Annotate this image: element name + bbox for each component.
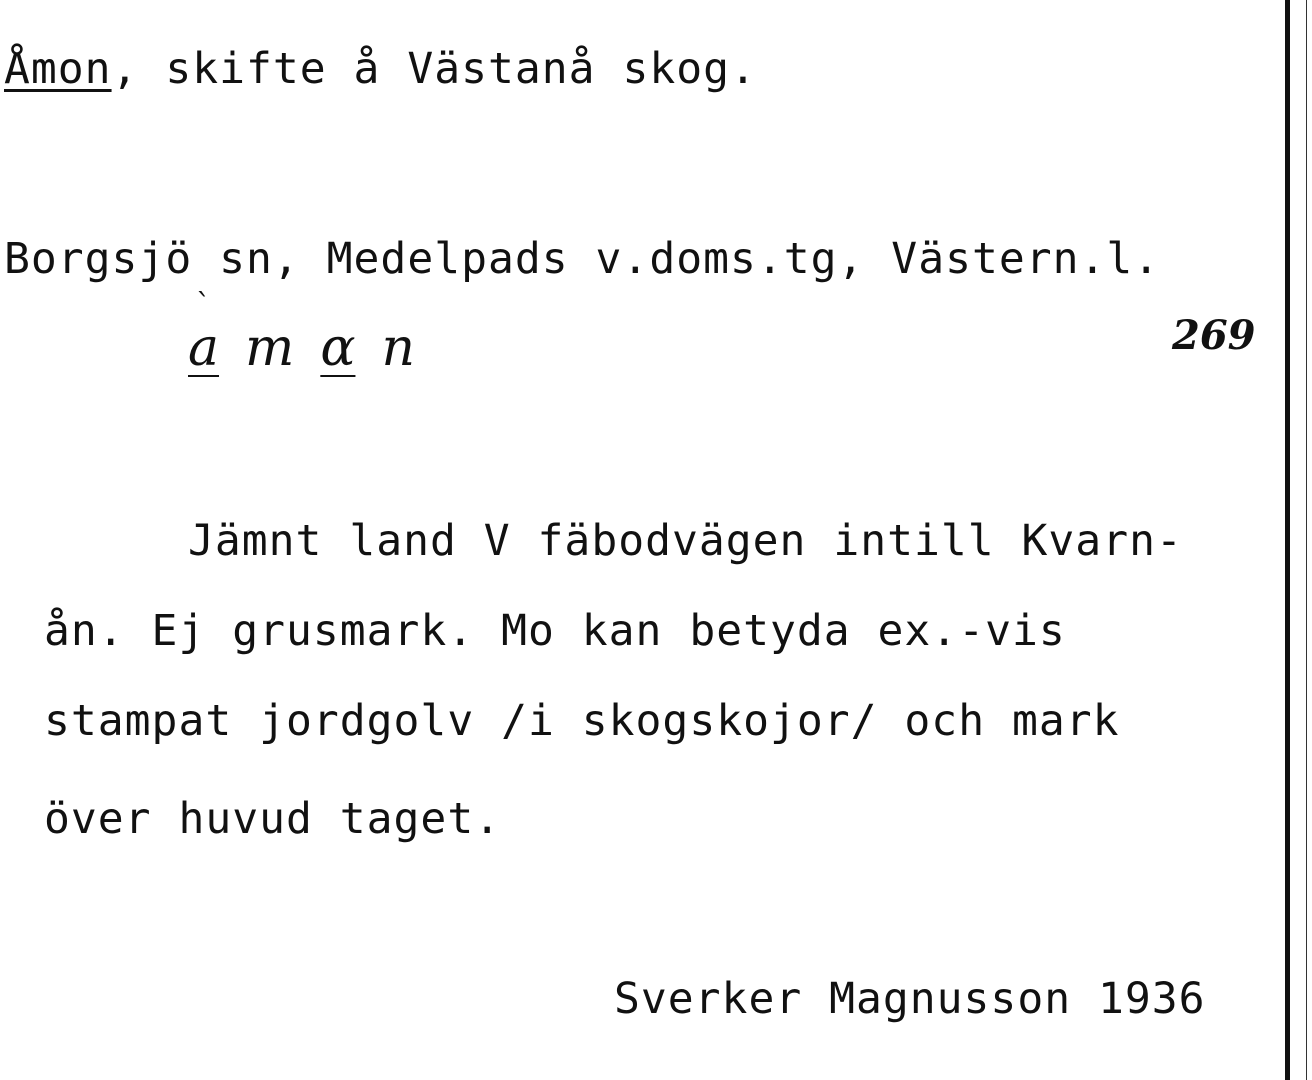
phonetic-transcription (188, 318, 441, 378)
title-rest: , skifte å Västanå skog. (111, 44, 757, 94)
body-line: Jämnt land V fäbodvägen intill Kvarn- (188, 516, 1183, 566)
body-line: över huvud taget. (44, 794, 502, 844)
headword: Åmon (4, 44, 112, 94)
body-line: ån. Ej grusmark. Mo kan betyda ex.-vis (44, 606, 1066, 656)
title-line (4, 44, 757, 94)
phonetic-letter: n (381, 318, 415, 378)
scan-edge (1306, 0, 1307, 1080)
phonetic-letter: m (245, 318, 295, 378)
location-line: Borgsjö sn, Medelpads v.doms.tg, Västern.l. (4, 234, 1161, 284)
signature: Sverker Magnusson 1936 (614, 974, 1206, 1024)
card-edge (1285, 0, 1290, 1080)
accent-mark: ` (196, 288, 211, 323)
phonetic-letter: ɑ (320, 318, 356, 378)
phonetic-letter: a (188, 318, 220, 378)
card-number: 269 (1172, 312, 1256, 359)
body-line: stampat jordgolv /i skogskojor/ och mark (44, 696, 1120, 746)
